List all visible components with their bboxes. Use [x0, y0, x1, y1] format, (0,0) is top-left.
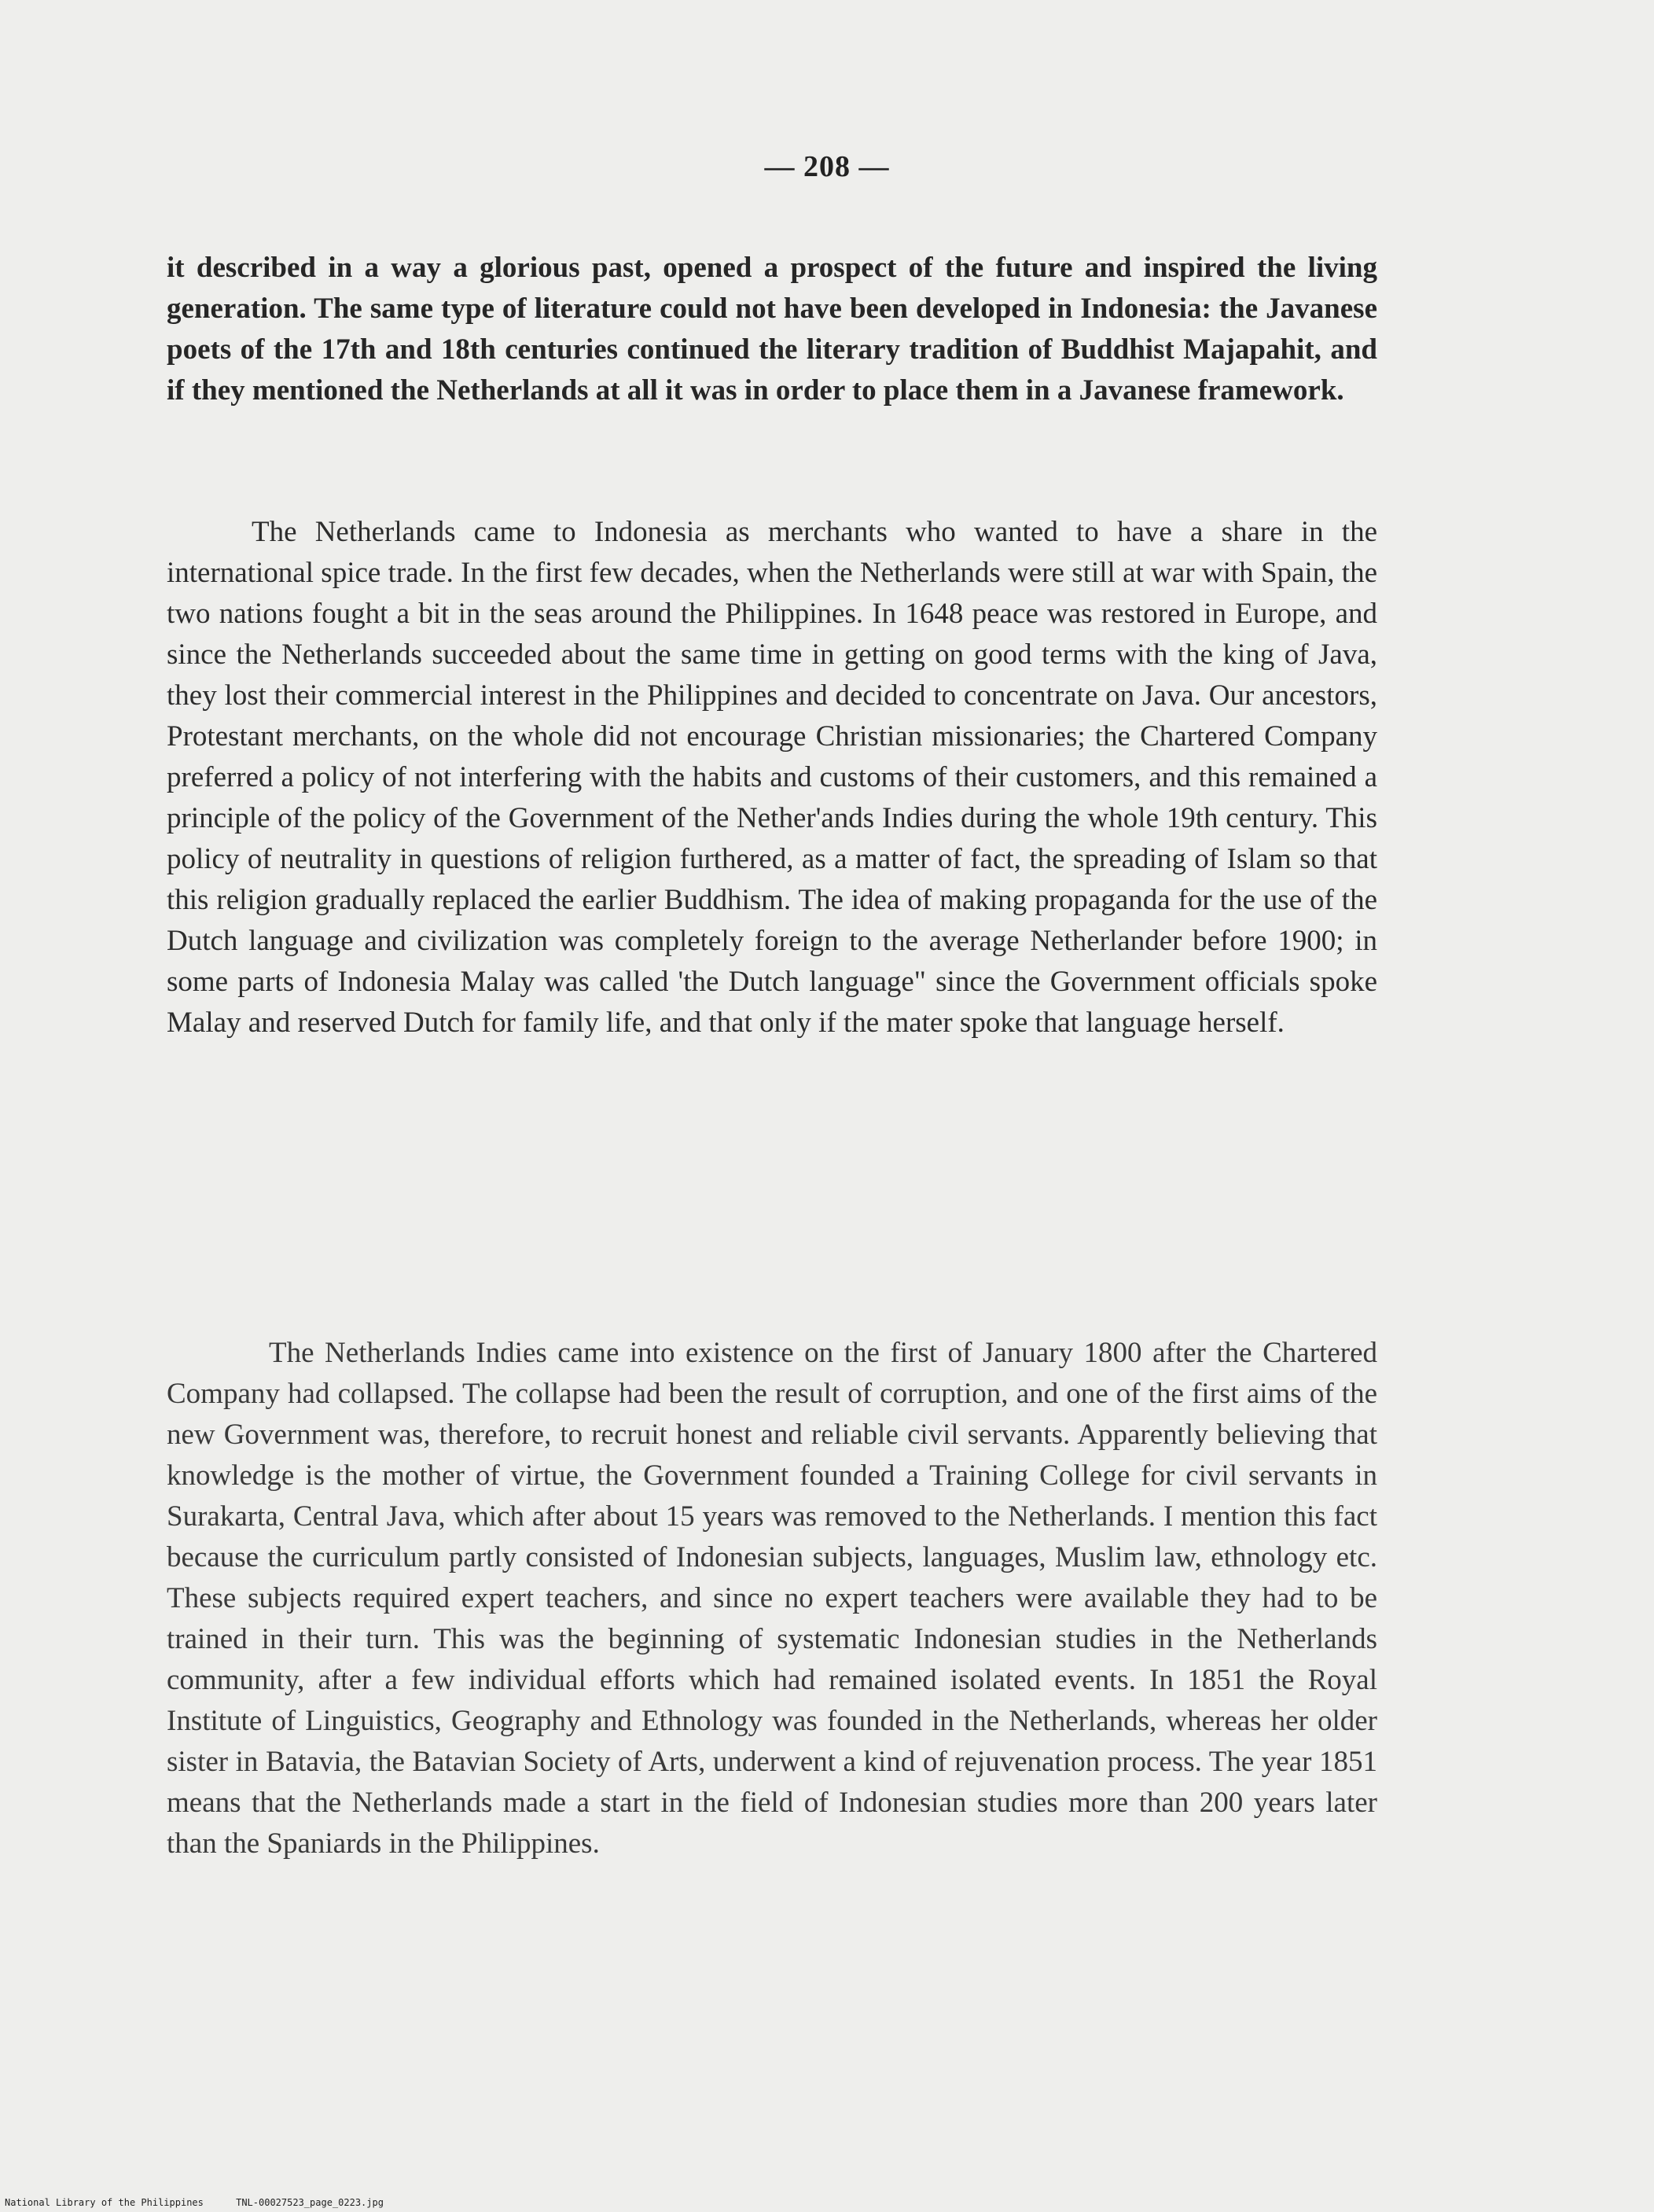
paragraph-2: The Netherlands came to Indonesia as merchants who wanted to have a share in the international spice trade. In the first few decades, when the Netherlands were still at war with Spain, the two nations fought a bit in the seas around the Philippines. In 1648 peace was restored in Europe, and since the Netherlands succeeded about the same time in getting on good terms with the king of Java, they lost their commercial interest in the Philippines and decided to concentrate on Java. Our ancestors, Protestant merchants, on the whole did not encourage Christian missionaries; the Chartered Company preferred a policy of not interfering with the habits and customs of their customers, and this remained a principle of the policy of the Government of the Nether'ands Indies during the whole 19th century. This policy of neutrality in questions of religion furthered, as a matter of fact, the spreading of Islam so that this religion gradually replaced the earlier Buddhism. The idea of making propaganda for the use of the Dutch language and civilization was completely foreign to the average Netherlander before 1900; in some parts of Indonesia Malay was called 'the Dutch language" since the Government officials spoke Malay and reserved Dutch for family life, and that only if the mater spoke that language herself.	[167, 516, 1377, 1039]
footer-filename: TNL-00027523_page_0223.jpg	[236, 2197, 384, 2208]
footer-source: National Library of the Philippines	[5, 2197, 204, 2208]
page-number: — 208 —	[764, 150, 890, 183]
paragraph-3: The Netherlands Indies came into existence on the first of January 1800 after the Chartered Company had collapsed. The collapse had been the result of corruption, and one of the first aims of the new Government was, therefore, to recruit honest and reliable civil servants. Apparently believing that knowledge is the mother of virtue, the Government founded a Training College for civil servants in Surakarta, Central Java, which after about 15 years was removed to the Netherlands. I mention this fact because the curriculum partly consisted of Indonesian subjects, languages, Muslim law, ethnology etc. These subjects required expert teachers, and since no expert teachers were available they had to be trained in their turn. This was the beginning of systematic Indonesian studies in the Netherlands community, after a few individual efforts which had remained isolated events. In 1851 the Royal Institute of Linguistics, Geography and Ethnology was founded in the Netherlands, whereas her older sister in Batavia, the Batavian Society of Arts, underwent a kind of rejuvenation process. The year 1851 means that the Netherlands made a start in the field of Indonesian studies more than 200 years later than the Spaniards in the Philippines.	[167, 1337, 1377, 1860]
scan-footer	[5, 2197, 384, 2208]
paragraph-1: it described in a way a glorious past, opened a prospect of the future and inspired the living generation. The same type of literature could not have been developed in Indonesia: the Javanese poets of the 17th and 18th centuries continued the literary tradition of Buddhist Majapahit, and if they mentioned the Netherlands at all it was in order to place them in a Javanese framework.	[167, 252, 1377, 407]
